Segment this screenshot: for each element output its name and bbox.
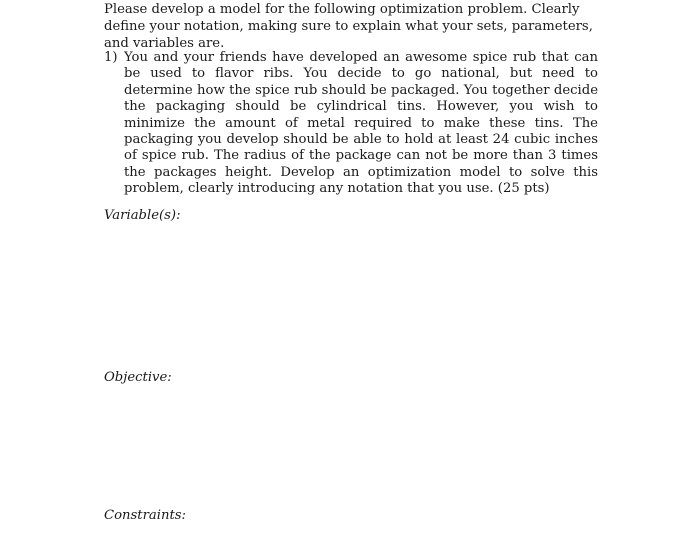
problem-number: 1) [104, 50, 118, 65]
constraints-label: Constraints: [104, 508, 186, 523]
variables-label: Variable(s): [104, 208, 181, 223]
intro-paragraph: Please develop a model for the following optimization problem. Clearly define your notation, making sure to explain what your sets, parameters, and variables are. [104, 2, 593, 51]
problem-item [104, 50, 598, 198]
objective-label: Objective: [104, 370, 172, 385]
problem-statement: You and your friends have developed an awesome spice rub that can be used to flavor ribs. You decide to go national, but need to determine how the spice rub should be packaged. You together decide the packaging should be cylindrical tins. However, you wish to minimize the amount of metal required to make these tins. The packaging you develop should be able to hold at least 24 cubic inches of spice rub. The radius of the package can not be more than 3 times the packages height. Develop an optimization model to solve this problem, clearly introducing any notation that you use. (25 pts) [124, 50, 598, 197]
